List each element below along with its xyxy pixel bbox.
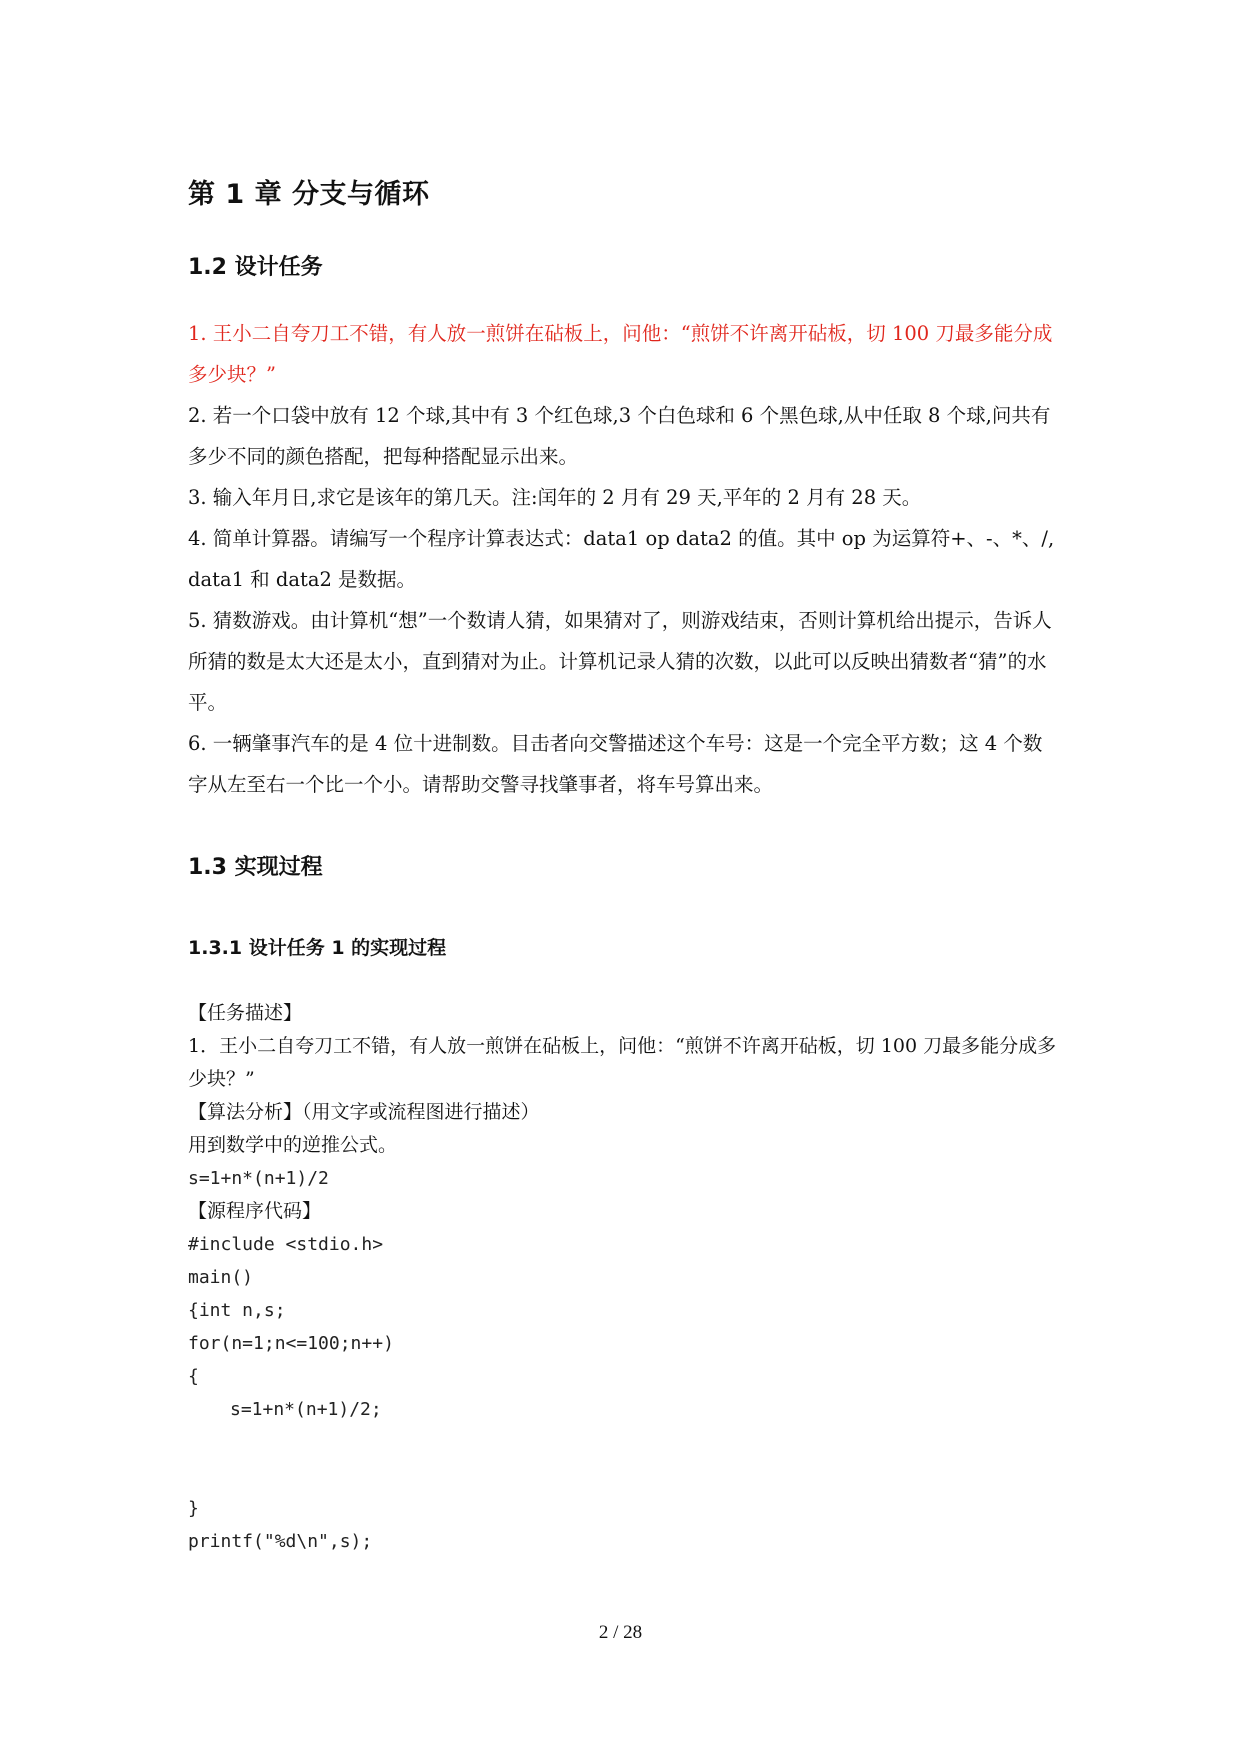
section-heading-1-2: 1.2 设计任务 (188, 255, 323, 280)
code-line: {int n,s; (188, 1300, 286, 1321)
task-description-label: 【任务描述】 (188, 1002, 303, 1024)
task-4: 4. 简单计算器。请编写一个程序计算表达式：data1 op data2 的值。其中 op 为运算符+、-、*、/,data1 和 data2 是数据。 (188, 527, 1055, 591)
task-1: 1. 王小二自夸刀工不错，有人放一煎饼在砧板上，问他：“煎饼不许离开砧板，切 100 刀最多能分成多少块？” (188, 322, 1053, 386)
subsection-heading-1-3-1: 1.3.1 设计任务 1 的实现过程 (188, 937, 447, 959)
page-number: 2 / 28 (598, 1622, 643, 1643)
task-6: 6. 一辆肇事汽车的是 4 位十进制数。目击者向交警描述这个车号：这是一个完全平方数；这 4 个数字从左至右一个比一个小。请帮助交警寻找肇事者，将车号算出来。 (188, 732, 1043, 796)
code-line: } (188, 1498, 199, 1519)
chapter-title: 第 1 章 分支与循环 (188, 179, 430, 210)
task-3: 3. 输入年月日,求它是该年的第几天。注:闰年的 2 月有 29 天,平年的 2 月有 28 天。 (188, 486, 922, 509)
source-code-label: 【源程序代码】 (188, 1200, 322, 1222)
code-line: #include <stdio.h> (188, 1234, 384, 1255)
algorithm-text: 用到数学中的逆推公式。 (188, 1134, 398, 1156)
section-heading-1-3: 1.3 实现过程 (188, 855, 323, 880)
task-5: 5. 猜数游戏。由计算机“想”一个数请人猜，如果猜对了，则游戏结束，否则计算机给出提示，告诉人所猜的数是太大还是太小，直到猜对为止。计算机记录人猜的次数，以此可以反映出猜数者“猜”的水平。 (188, 609, 1052, 714)
code-line: s=1+n*(n+1)/2; (230, 1399, 382, 1420)
code-line: printf("%d\n",s); (188, 1531, 373, 1552)
code-line: for(n=1;n<=100;n++) (188, 1333, 394, 1354)
task-description-text: 1．王小二自夸刀工不错，有人放一煎饼在砧板上，问他：“煎饼不许离开砧板，切 100 刀最多能分成多少块？” (188, 1035, 1057, 1090)
algorithm-label: 【算法分析】（用文字或流程图进行描述） (188, 1101, 540, 1123)
code-line: { (188, 1366, 199, 1387)
formula: s=1+n*(n+1)/2 (188, 1168, 329, 1189)
task-2: 2. 若一个口袋中放有 12 个球,其中有 3 个红色球,3 个白色球和 6 个黑色球,从中任取 8 个球,问共有多少不同的颜色搭配，把每种搭配显示出来。 (188, 404, 1051, 468)
code-line: main() (188, 1267, 254, 1288)
